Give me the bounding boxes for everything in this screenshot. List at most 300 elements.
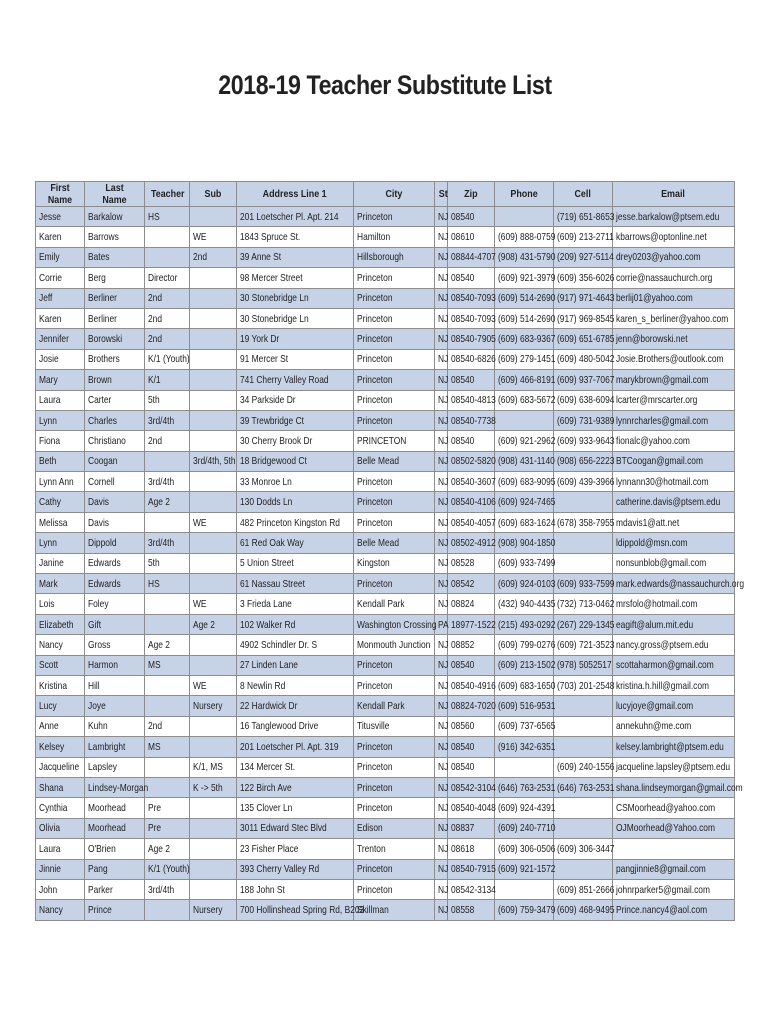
- cell-text: Princeton: [357, 802, 393, 815]
- cell-text: (646) 763-2531: [498, 781, 556, 794]
- cell-text: O'Brien: [88, 842, 116, 855]
- cell-text: Davis: [88, 516, 110, 529]
- cell-phone: [495, 390, 554, 410]
- cell-phone: [495, 451, 554, 471]
- cell-text: Brothers: [88, 353, 120, 366]
- cell-last-name: [85, 716, 145, 736]
- cell-text: 135 Clover Ln: [240, 802, 293, 815]
- cell-teacher: [145, 675, 190, 695]
- cell-text: 22 Hardwick Dr: [240, 700, 298, 713]
- cell-last-name: [85, 533, 145, 553]
- cell-text: Pre: [148, 802, 162, 815]
- table-row: [36, 451, 735, 471]
- cell-text: NJ: [438, 577, 449, 590]
- cell-text: lcarter@mrscarter.org: [616, 394, 698, 407]
- cell-text: 2nd: [148, 312, 163, 325]
- cell-text: jacqueline.lapsley@ptsem.edu: [616, 761, 731, 774]
- cell-teacher: [145, 716, 190, 736]
- cell-text: Edwards: [88, 557, 121, 570]
- cell-sub: [190, 390, 237, 410]
- cell-zip: [448, 757, 495, 777]
- cell-text: Brown: [88, 373, 112, 386]
- cell-text: karen_s_berliner@yahoo.com: [616, 312, 729, 325]
- cell-text: Princeton: [357, 863, 393, 876]
- cell-city: [354, 594, 435, 614]
- cell-text: NJ: [438, 434, 449, 447]
- cell-text: Dippold: [88, 536, 117, 549]
- cell-first-name: [36, 818, 85, 838]
- cell-first-name: [36, 757, 85, 777]
- cell-email: [613, 268, 735, 288]
- cell-text: CSMoorhead@yahoo.com: [616, 802, 716, 815]
- cell-text: Laura: [39, 394, 61, 407]
- cell-last-name: [85, 431, 145, 451]
- cell-text: 3rd/4th: [148, 536, 175, 549]
- cell-state: [435, 349, 448, 369]
- cell-text: Foley: [88, 598, 109, 611]
- cell-text: (609) 240-1556: [557, 761, 615, 774]
- cell-email: [613, 410, 735, 430]
- column-header-last-name: [85, 182, 145, 207]
- cell-last-name: [85, 635, 145, 655]
- cell-text: Lucy: [39, 700, 57, 713]
- cell-sub: [190, 370, 237, 390]
- cell-first-name: [36, 635, 85, 655]
- cell-state: [435, 879, 448, 899]
- cell-teacher: [145, 655, 190, 675]
- cell-text: NJ: [438, 903, 449, 916]
- cell-text: (908) 431-1140: [498, 455, 555, 468]
- cell-address: [237, 553, 354, 573]
- column-header-email: [613, 182, 735, 207]
- cell-first-name: [36, 268, 85, 288]
- cell-first-name: [36, 798, 85, 818]
- cell-phone: [495, 268, 554, 288]
- cell-phone: [495, 492, 554, 512]
- cell-cell: [554, 879, 613, 899]
- column-header-label: First Name: [47, 182, 73, 206]
- cell-text: 08540-4813: [451, 394, 496, 407]
- cell-text: 4902 Schindler Dr. S: [240, 638, 318, 651]
- cell-sub: [190, 818, 237, 838]
- cell-text: Laura: [39, 842, 61, 855]
- cell-text: 08610: [451, 231, 475, 244]
- cell-cell: [554, 777, 613, 797]
- cell-state: [435, 675, 448, 695]
- cell-text: Karen: [39, 231, 62, 244]
- cell-text: (978) 5052517: [557, 659, 612, 672]
- cell-text: 700 Hollinshead Spring Rd, B203: [240, 903, 365, 916]
- table-row: [36, 472, 735, 492]
- cell-last-name: [85, 818, 145, 838]
- cell-text: K/1, MS: [193, 761, 223, 774]
- cell-address: [237, 798, 354, 818]
- cell-phone: [495, 839, 554, 859]
- cell-last-name: [85, 839, 145, 859]
- cell-address: [237, 247, 354, 267]
- cell-sub: [190, 757, 237, 777]
- cell-text: 08540-4916: [451, 679, 496, 692]
- cell-cell: [554, 594, 613, 614]
- cell-email: [613, 431, 735, 451]
- cell-phone: [495, 207, 554, 227]
- cell-text: 08852: [451, 638, 475, 651]
- cell-last-name: [85, 390, 145, 410]
- cell-first-name: [36, 349, 85, 369]
- cell-teacher: [145, 696, 190, 716]
- table-row: [36, 777, 735, 797]
- table-row: [36, 349, 735, 369]
- cell-email: [613, 247, 735, 267]
- cell-phone: [495, 370, 554, 390]
- table-row: [36, 329, 735, 349]
- cell-text: 23 Fisher Place: [240, 842, 299, 855]
- cell-text: (609) 279-1451: [498, 353, 556, 366]
- cell-text: (609) 516-9531: [498, 700, 556, 713]
- cell-text: Monmouth Junction: [357, 638, 431, 651]
- cell-text: marykbrown@gmail.com: [616, 373, 709, 386]
- cell-phone: [495, 696, 554, 716]
- cell-text: 122 Birch Ave: [240, 781, 292, 794]
- cell-text: Princeton: [357, 679, 393, 692]
- cell-city: [354, 227, 435, 247]
- cell-text: 2nd: [148, 333, 163, 346]
- cell-text: mark.edwards@nassauchurch.org: [616, 577, 745, 590]
- cell-last-name: [85, 675, 145, 695]
- column-header-first-name: [36, 182, 85, 207]
- cell-text: Barkalow: [88, 210, 123, 223]
- cell-text: 08540: [451, 740, 475, 753]
- cell-teacher: [145, 431, 190, 451]
- cell-text: (267) 229-1345: [557, 618, 615, 631]
- cell-text: 3011 Edward Stec Blvd: [240, 822, 327, 835]
- cell-teacher: [145, 614, 190, 634]
- cell-first-name: [36, 839, 85, 859]
- cell-email: [613, 798, 735, 818]
- cell-text: Moorhead: [88, 802, 126, 815]
- cell-email: [613, 370, 735, 390]
- cell-address: [237, 410, 354, 430]
- cell-zip: [448, 737, 495, 757]
- cell-text: 08540-7093: [451, 292, 496, 305]
- cell-cell: [554, 553, 613, 573]
- cell-teacher: [145, 227, 190, 247]
- cell-sub: [190, 635, 237, 655]
- table-row: [36, 268, 735, 288]
- cell-text: 08844-4707: [451, 251, 496, 264]
- cell-text: NJ: [438, 536, 449, 549]
- cell-text: Moorhead: [88, 822, 126, 835]
- cell-first-name: [36, 675, 85, 695]
- cell-zip: [448, 716, 495, 736]
- cell-zip: [448, 451, 495, 471]
- cell-first-name: [36, 472, 85, 492]
- cell-first-name: [36, 431, 85, 451]
- column-header-sub: [190, 182, 237, 207]
- cell-text: NJ: [438, 394, 449, 407]
- cell-teacher: [145, 798, 190, 818]
- cell-text: 08528: [451, 557, 475, 570]
- cell-sub: [190, 247, 237, 267]
- cell-text: NJ: [438, 496, 449, 509]
- cell-email: [613, 818, 735, 838]
- cell-phone: [495, 553, 554, 573]
- cell-text: Princeton: [357, 740, 393, 753]
- cell-cell: [554, 207, 613, 227]
- cell-text: Karen: [39, 312, 62, 325]
- cell-text: (609) 306-0506: [498, 842, 556, 855]
- cell-text: Skillman: [357, 903, 389, 916]
- cell-text: (609) 683-9367: [498, 333, 556, 346]
- cell-text: K/1 (Youth): [148, 863, 190, 876]
- cell-email: [613, 227, 735, 247]
- cell-address: [237, 431, 354, 451]
- cell-text: 08540-4048: [451, 802, 496, 815]
- cell-teacher: [145, 349, 190, 369]
- cell-city: [354, 716, 435, 736]
- column-header-city: [354, 182, 435, 207]
- cell-text: HS: [148, 577, 160, 590]
- cell-first-name: [36, 553, 85, 573]
- cell-zip: [448, 431, 495, 451]
- cell-city: [354, 410, 435, 430]
- cell-text: Scott: [39, 659, 59, 672]
- cell-first-name: [36, 533, 85, 553]
- cell-text: (609) 924-0103: [498, 577, 556, 590]
- cell-text: Nancy: [39, 903, 63, 916]
- cell-text: Kendall Park: [357, 700, 405, 713]
- cell-teacher: [145, 268, 190, 288]
- cell-address: [237, 492, 354, 512]
- cell-teacher: [145, 553, 190, 573]
- cell-address: [237, 839, 354, 859]
- column-header-label: City: [385, 188, 403, 200]
- cell-text: Berg: [88, 271, 106, 284]
- cell-text: 08540-7915: [451, 863, 496, 876]
- cell-text: (609) 638-6094: [557, 394, 615, 407]
- column-header-label: Last Name: [102, 182, 127, 206]
- cell-phone: [495, 635, 554, 655]
- cell-text: Cynthia: [39, 802, 68, 815]
- substitute-table: [35, 181, 745, 921]
- cell-cell: [554, 900, 613, 920]
- cell-zip: [448, 655, 495, 675]
- cell-state: [435, 431, 448, 451]
- cell-zip: [448, 308, 495, 328]
- cell-text: NJ: [438, 822, 449, 835]
- cell-text: MS: [148, 659, 161, 672]
- cell-email: [613, 757, 735, 777]
- cell-last-name: [85, 757, 145, 777]
- cell-text: (609) 683-1650: [498, 679, 556, 692]
- cell-address: [237, 900, 365, 920]
- cell-text: (609) 937-7067: [557, 373, 615, 386]
- cell-text: scottaharmon@gmail.com: [616, 659, 714, 672]
- cell-cell: [554, 737, 613, 757]
- cell-text: Titusville: [357, 720, 390, 733]
- cell-text: 3rd/4th: [148, 883, 175, 896]
- cell-sub: [190, 329, 237, 349]
- table-row: [36, 594, 735, 614]
- cell-text: 08540-7093: [451, 312, 496, 325]
- cell-first-name: [36, 594, 85, 614]
- cell-city: [354, 859, 435, 879]
- cell-text: Kingston: [357, 557, 390, 570]
- cell-first-name: [36, 370, 85, 390]
- cell-phone: [495, 737, 554, 757]
- cell-text: Bates: [88, 251, 110, 264]
- cell-text: Belle Mead: [357, 455, 400, 468]
- cell-teacher: [145, 574, 190, 594]
- cell-state: [435, 859, 448, 879]
- cell-teacher: [145, 635, 190, 655]
- cell-sub: [190, 737, 237, 757]
- cell-cell: [554, 247, 613, 267]
- cell-text: (609) 933-7499: [498, 557, 556, 570]
- cell-text: Coogan: [88, 455, 118, 468]
- cell-text: (609) 921-3979: [498, 271, 556, 284]
- cell-text: Kuhn: [88, 720, 108, 733]
- cell-text: (609) 921-1572: [498, 863, 556, 876]
- cell-text: Princeton: [357, 516, 393, 529]
- cell-city: [354, 451, 435, 471]
- cell-text: Elizabeth: [39, 618, 74, 631]
- cell-text: (703) 201-2548: [557, 679, 615, 692]
- cell-text: Cornell: [88, 475, 115, 488]
- cell-text: Hamilton: [357, 231, 391, 244]
- cell-text: Carter: [88, 394, 112, 407]
- cell-text: shana.lindseymorgan@gmail.com: [616, 781, 743, 794]
- table-row: [36, 247, 735, 267]
- cell-text: K/1 (Youth): [148, 353, 190, 366]
- table-row: [36, 716, 735, 736]
- cell-text: (609) 306-3447: [557, 842, 615, 855]
- cell-text: (917) 969-8545: [557, 312, 615, 325]
- cell-city: [354, 268, 435, 288]
- cell-text: Princeton: [357, 659, 393, 672]
- cell-cell: [554, 574, 613, 594]
- cell-text: 08540: [451, 434, 475, 447]
- cell-text: mrsfolo@hotmail.com: [616, 598, 698, 611]
- cell-text: 08542-3134: [451, 883, 496, 896]
- cell-email: [613, 594, 735, 614]
- column-header-cell: [554, 182, 613, 207]
- cell-zip: [448, 818, 495, 838]
- cell-last-name: [85, 574, 145, 594]
- cell-city: [354, 675, 435, 695]
- cell-text: Nancy: [39, 638, 63, 651]
- table-row: [36, 879, 735, 899]
- cell-cell: [554, 451, 613, 471]
- cell-text: Princeton: [357, 333, 393, 346]
- cell-city: [354, 553, 435, 573]
- cell-zip: [448, 370, 495, 390]
- cell-text: (609) 240-7710: [498, 822, 556, 835]
- cell-address: [237, 268, 354, 288]
- cell-text: 08560: [451, 720, 475, 733]
- cell-sub: [190, 512, 237, 532]
- cell-state: [435, 492, 448, 512]
- cell-state: [435, 451, 448, 471]
- table-row: [36, 308, 735, 328]
- cell-text: Pre: [148, 822, 162, 835]
- cell-phone: [495, 574, 554, 594]
- cell-text: Princeton: [357, 292, 393, 305]
- cell-text: NJ: [438, 516, 449, 529]
- cell-text: Fiona: [39, 434, 61, 447]
- cell-sub: [190, 533, 237, 553]
- cell-text: PA: [438, 618, 449, 631]
- cell-last-name: [85, 594, 145, 614]
- cell-text: (609) 480-5042: [557, 353, 615, 366]
- cell-text: NJ: [438, 231, 449, 244]
- cell-text: (719) 651-8653: [557, 210, 615, 223]
- cell-sub: [190, 655, 237, 675]
- cell-cell: [554, 839, 613, 859]
- cell-phone: [495, 410, 554, 430]
- cell-text: Hill: [88, 679, 100, 692]
- cell-teacher: [145, 410, 190, 430]
- cell-state: [435, 329, 448, 349]
- cell-text: NJ: [438, 863, 449, 876]
- cell-text: Janine: [39, 557, 64, 570]
- table-row: [36, 737, 735, 757]
- cell-phone: [495, 308, 554, 328]
- cell-sub: [190, 472, 237, 492]
- cell-text: NJ: [438, 720, 449, 733]
- cell-text: (609) 439-3966: [557, 475, 615, 488]
- cell-text: (609) 683-5672: [498, 394, 556, 407]
- cell-state: [435, 410, 448, 430]
- cell-text: 27 Linden Lane: [240, 659, 298, 672]
- cell-text: 08542: [451, 577, 475, 590]
- cell-zip: [448, 900, 495, 920]
- cell-cell: [554, 859, 613, 879]
- cell-text: NJ: [438, 312, 449, 325]
- cell-last-name: [85, 655, 145, 675]
- column-header-label: Email: [661, 188, 686, 200]
- cell-address: [237, 533, 354, 553]
- cell-city: [354, 390, 435, 410]
- table-row: [36, 410, 735, 430]
- cell-zip: [448, 635, 495, 655]
- cell-text: fionalc@yahoo.com: [616, 434, 690, 447]
- cell-first-name: [36, 308, 85, 328]
- cell-email: [613, 859, 735, 879]
- cell-city: [354, 900, 435, 920]
- cell-text: Mark: [39, 577, 58, 590]
- cell-phone: [495, 777, 554, 797]
- cell-teacher: [145, 451, 190, 471]
- cell-text: lucyjoye@gmail.com: [616, 700, 694, 713]
- table-row: [36, 839, 735, 859]
- column-header-label: Address Line 1: [263, 188, 327, 200]
- cell-text: 98 Mercer Street: [240, 271, 303, 284]
- cell-email: [613, 390, 735, 410]
- cell-address: [237, 614, 354, 634]
- cell-phone: [495, 533, 554, 553]
- cell-first-name: [36, 492, 85, 512]
- cell-zip: [448, 268, 495, 288]
- cell-text: John: [39, 883, 58, 896]
- cell-cell: [554, 512, 613, 532]
- cell-text: (732) 713-0462: [557, 598, 615, 611]
- cell-phone: [495, 512, 554, 532]
- cell-last-name: [85, 329, 145, 349]
- cell-city: [354, 635, 435, 655]
- cell-city: [354, 308, 435, 328]
- cell-teacher: [145, 308, 190, 328]
